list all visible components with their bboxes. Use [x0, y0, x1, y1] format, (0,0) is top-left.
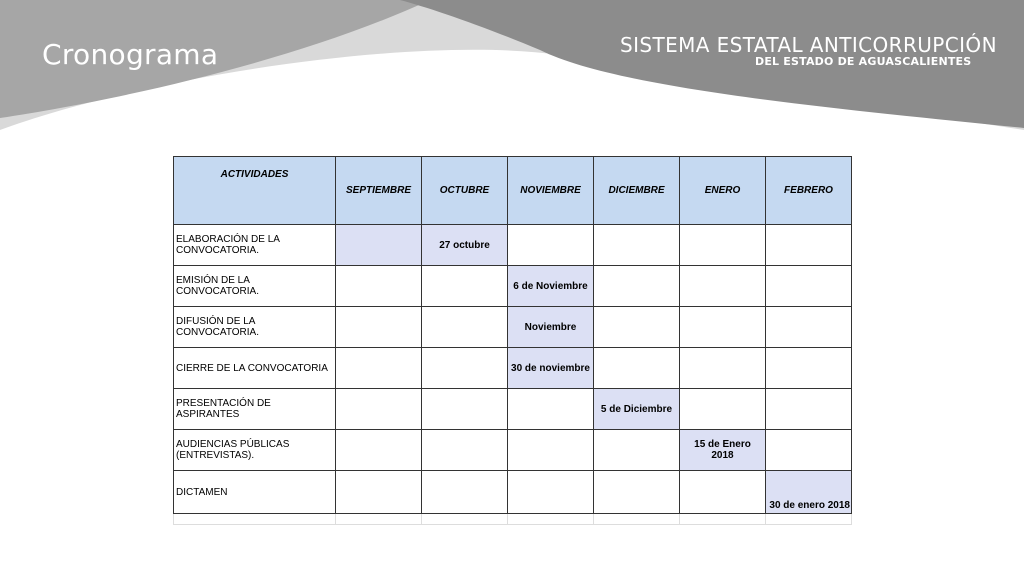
- activity-cell: AUDIENCIAS PÚBLICAS (ENTREVISTAS).: [174, 430, 336, 471]
- empty-cell: [680, 471, 766, 514]
- empty-cell: [422, 266, 508, 307]
- table-spacer-row: [174, 514, 852, 525]
- header-month: ENERO: [680, 157, 766, 225]
- empty-cell: [766, 266, 852, 307]
- empty-cell: [680, 266, 766, 307]
- empty-cell: [422, 307, 508, 348]
- empty-cell: [594, 471, 680, 514]
- date-cell: 30 de noviembre: [508, 348, 594, 389]
- header-month: SEPTIEMBRE: [336, 157, 422, 225]
- empty-cell: [680, 225, 766, 266]
- empty-cell: [508, 389, 594, 430]
- activity-cell: PRESENTACIÓN DE ASPIRANTES: [174, 389, 336, 430]
- table-row: [174, 348, 852, 389]
- empty-cell: [422, 471, 508, 514]
- empty-cell: [594, 266, 680, 307]
- page-title: Cronograma: [42, 38, 219, 71]
- activity-cell: EMISIÓN DE LA CONVOCATORIA.: [174, 266, 336, 307]
- empty-cell: [336, 225, 422, 266]
- empty-cell: [766, 348, 852, 389]
- date-cell: 27 octubre: [422, 225, 508, 266]
- table-row: [174, 266, 852, 307]
- header-month: NOVIEMBRE: [508, 157, 594, 225]
- empty-cell: [508, 225, 594, 266]
- date-cell: Noviembre: [508, 307, 594, 348]
- header-activities: ACTIVIDADES: [174, 157, 336, 225]
- empty-cell: [766, 389, 852, 430]
- empty-cell: [594, 307, 680, 348]
- activity-cell: DIFUSIÓN DE LA CONVOCATORIA.: [174, 307, 336, 348]
- empty-cell: [336, 430, 422, 471]
- empty-cell: [594, 348, 680, 389]
- empty-cell: [508, 430, 594, 471]
- empty-cell: [594, 225, 680, 266]
- table-row: [174, 225, 852, 266]
- table-row: [174, 471, 852, 514]
- org-name: SISTEMA ESTATAL ANTICORRUPCIÓN: [620, 33, 997, 57]
- schedule-table: [173, 156, 852, 525]
- date-cell: 5 de Diciembre: [594, 389, 680, 430]
- empty-cell: [336, 471, 422, 514]
- empty-cell: [422, 348, 508, 389]
- empty-cell: [336, 266, 422, 307]
- empty-cell: [766, 225, 852, 266]
- header-month: OCTUBRE: [422, 157, 508, 225]
- table-header-row: [174, 157, 852, 225]
- empty-cell: [336, 389, 422, 430]
- empty-cell: [680, 348, 766, 389]
- table-row: [174, 430, 852, 471]
- empty-cell: [680, 389, 766, 430]
- date-cell: 30 de enero 2018: [766, 471, 852, 514]
- empty-cell: [766, 430, 852, 471]
- empty-cell: [680, 307, 766, 348]
- date-cell: 6 de Noviembre: [508, 266, 594, 307]
- header-month: FEBRERO: [766, 157, 852, 225]
- org-subtitle: DEL ESTADO DE AGUASCALIENTES: [755, 55, 972, 68]
- empty-cell: [336, 307, 422, 348]
- header-month: DICIEMBRE: [594, 157, 680, 225]
- empty-cell: [422, 389, 508, 430]
- activity-cell: ELABORACIÓN DE LA CONVOCATORIA.: [174, 225, 336, 266]
- empty-cell: [422, 430, 508, 471]
- activity-cell: CIERRE DE LA CONVOCATORIA: [174, 348, 336, 389]
- date-cell: 15 de Enero 2018: [680, 430, 766, 471]
- table-row: [174, 307, 852, 348]
- empty-cell: [336, 348, 422, 389]
- table-row: [174, 389, 852, 430]
- activity-cell: DICTAMEN: [174, 471, 336, 514]
- empty-cell: [766, 307, 852, 348]
- empty-cell: [508, 471, 594, 514]
- empty-cell: [594, 430, 680, 471]
